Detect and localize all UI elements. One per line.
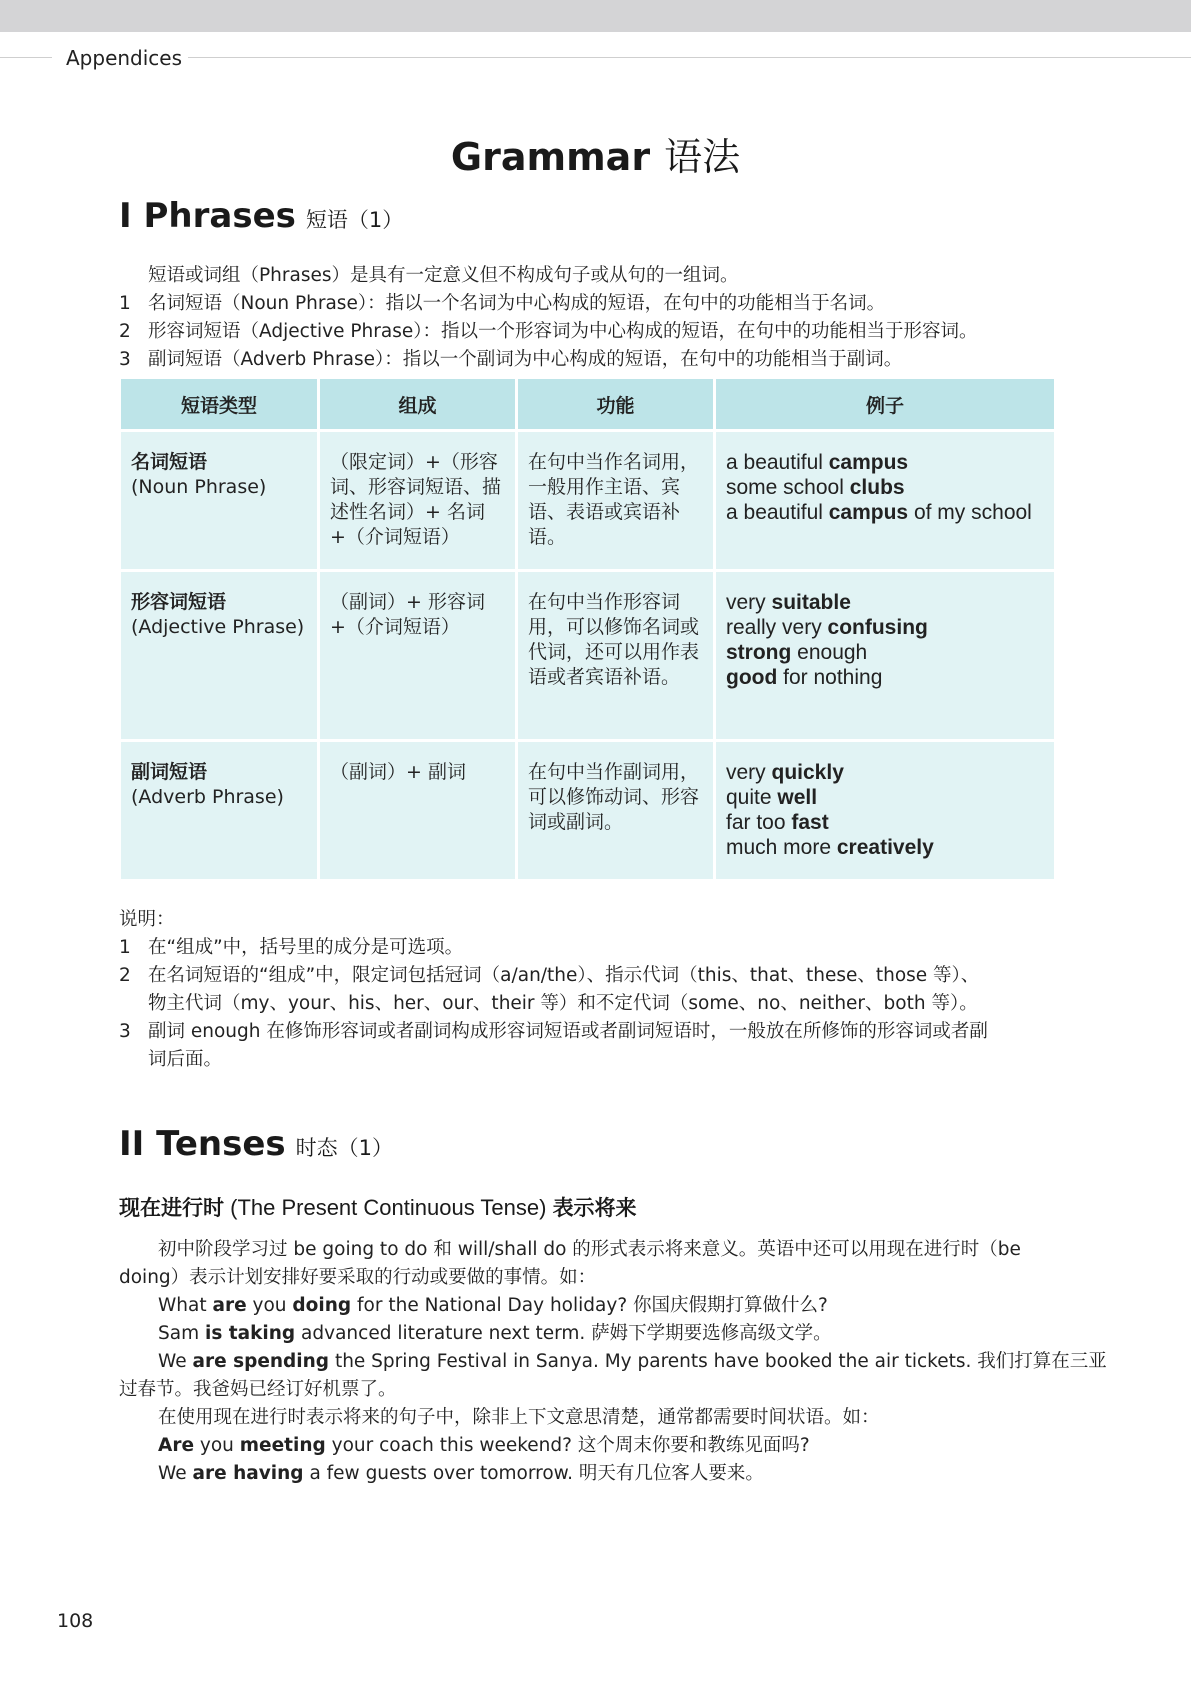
header-rule-left: [0, 57, 52, 58]
phrase-type-cell: [120, 741, 319, 881]
table-header-cell: 组成: [319, 378, 517, 431]
example-sentence: We are having a few guests over tomorrow. 明天有几位客人要来。: [158, 1463, 764, 1484]
phrase-type-en: (Adjective Phrase): [131, 616, 305, 638]
list-item: 副词短语（Adverb Phrase）：指以一个副词为中心构成的短语，在句中的功能相当于副词。: [148, 349, 903, 370]
section-title-cn: 短语（1）: [305, 208, 404, 232]
section-heading-tenses: [119, 1124, 393, 1164]
examples-cell: [715, 571, 1056, 741]
example-line: good for nothing: [726, 666, 883, 689]
list-item: 名词短语（Noun Phrase）：指以一个名词为中心构成的短语，在句中的功能相当于名词。: [148, 293, 886, 314]
phrase-type-en: (Noun Phrase): [131, 476, 267, 498]
section-title-cn: 时态（1）: [295, 1136, 394, 1160]
example-line: much more creatively: [726, 836, 934, 859]
note-line: 物主代词（my、your、his、her、our、their 等）和不定代词（some、no、neither、both 等）。: [148, 993, 978, 1014]
section-numeral: I: [119, 196, 132, 236]
example-sentence: We are spending the Spring Festival in Sanya. My parents have booked the air tickets. 我们打算在三亚: [158, 1351, 1107, 1372]
note-line: 在“组成”中，括号里的成分是可选项。: [148, 937, 464, 958]
paragraph-line: 在使用现在进行时表示将来的句子中，除非上下文意思清楚，通常都需要时间状语。如：: [158, 1407, 880, 1428]
phrases-table: [118, 376, 1057, 882]
phrase-type-cn: 形容词短语: [131, 591, 227, 613]
page-title-cn: 语法: [664, 135, 741, 179]
composition-cell: （副词）+ 副词: [319, 741, 517, 881]
section-heading-phrases: [119, 196, 403, 236]
list-number: 3: [119, 349, 131, 370]
function-cell: 在句中当作名词用，一般用作主语、宾语、表语或宾语补语。: [517, 431, 715, 571]
paragraph-line: 初中阶段学习过 be going to do 和 will/shall do 的形式表示将来意义。英语中还可以用现在进行时（be: [158, 1239, 1021, 1260]
note-number: 2: [119, 965, 131, 986]
page-number: 108: [57, 1610, 94, 1632]
page-title: [0, 126, 1191, 181]
example-line: far too fast: [726, 811, 829, 834]
table-header-row: [120, 378, 1056, 431]
top-bar: [0, 0, 1191, 32]
list-item: 形容词短语（Adjective Phrase）：指以一个形容词为中心构成的短语，在句中的功能相当于形容词。: [148, 321, 978, 342]
example-line: a beautiful campus of my school: [726, 501, 1032, 524]
table-header-cell: 例子: [715, 378, 1056, 431]
note-number: 1: [119, 937, 131, 958]
example-line: quite well: [726, 786, 818, 809]
section-title-en: Tenses: [156, 1124, 286, 1164]
table-row: [120, 571, 1056, 741]
example-line: very quickly: [726, 761, 844, 784]
list-number: 1: [119, 293, 131, 314]
section-title-en: Phrases: [143, 196, 296, 236]
phrase-type-cell: [120, 431, 319, 571]
page-title-en: Grammar: [450, 135, 651, 179]
examples-cell: [715, 431, 1056, 571]
intro-paragraph: 短语或词组（Phrases）是具有一定意义但不构成句子或从句的一组词。: [148, 265, 739, 286]
function-cell: 在句中当作形容词用，可以修饰名词或代词，还可以用作表语或者宾语补语。: [517, 571, 715, 741]
example-line: some school clubs: [726, 476, 905, 499]
example-line: very suitable: [726, 591, 851, 614]
composition-cell: （限定词）+（形容词、形容词短语、描述性名词）+ 名词 +（介词短语）: [319, 431, 517, 571]
table-row: [120, 741, 1056, 881]
note-number: 3: [119, 1021, 131, 1042]
section-numeral: II: [119, 1124, 145, 1164]
paragraph-line: doing）表示计划安排好要采取的行动或要做的事情。如：: [119, 1267, 597, 1288]
note-line: 副词 enough 在修饰形容词或者副词构成形容词短语或者副词短语时，一般放在所修饰的形容词或者副: [148, 1021, 988, 1042]
note-line: 在名词短语的“组成”中，限定词包括冠词（a/an/the）、指示代词（this、that、these、those 等）、: [148, 965, 980, 986]
notes-title: 说明：: [119, 909, 175, 930]
example-line: a beautiful campus: [726, 451, 909, 474]
list-number: 2: [119, 321, 131, 342]
phrase-type-en: (Adverb Phrase): [131, 786, 284, 808]
function-cell: 在句中当作副词用，可以修饰动词、形容词或副词。: [517, 741, 715, 881]
composition-cell: （副词）+ 形容词 +（介词短语）: [319, 571, 517, 741]
table-header-cell: 功能: [517, 378, 715, 431]
example-sentence-cont: 过春节。我爸妈已经订好机票了。: [119, 1379, 397, 1400]
header-rule-right: [188, 57, 1191, 58]
phrase-type-cn: 副词短语: [131, 761, 208, 783]
example-sentence: What are you doing for the National Day holiday? 你国庆假期打算做什么?: [158, 1295, 828, 1316]
note-line: 词后面。: [148, 1049, 223, 1070]
example-line: strong enough: [726, 641, 868, 664]
example-sentence: Are you meeting your coach this weekend? 这个周末你要和教练见面吗?: [158, 1435, 810, 1456]
subsection-heading: 现在进行时 (The Present Continuous Tense) 表示将来: [119, 1195, 637, 1220]
table-header-cell: 短语类型: [120, 378, 319, 431]
example-sentence: Sam is taking advanced literature next term. 萨姆下学期要选修高级文学。: [158, 1323, 832, 1344]
example-line: really very confusing: [726, 616, 928, 639]
running-header: Appendices: [66, 46, 183, 70]
table-row: [120, 431, 1056, 571]
phrase-type-cn: 名词短语: [131, 451, 208, 473]
examples-cell: [715, 741, 1056, 881]
phrase-type-cell: [120, 571, 319, 741]
